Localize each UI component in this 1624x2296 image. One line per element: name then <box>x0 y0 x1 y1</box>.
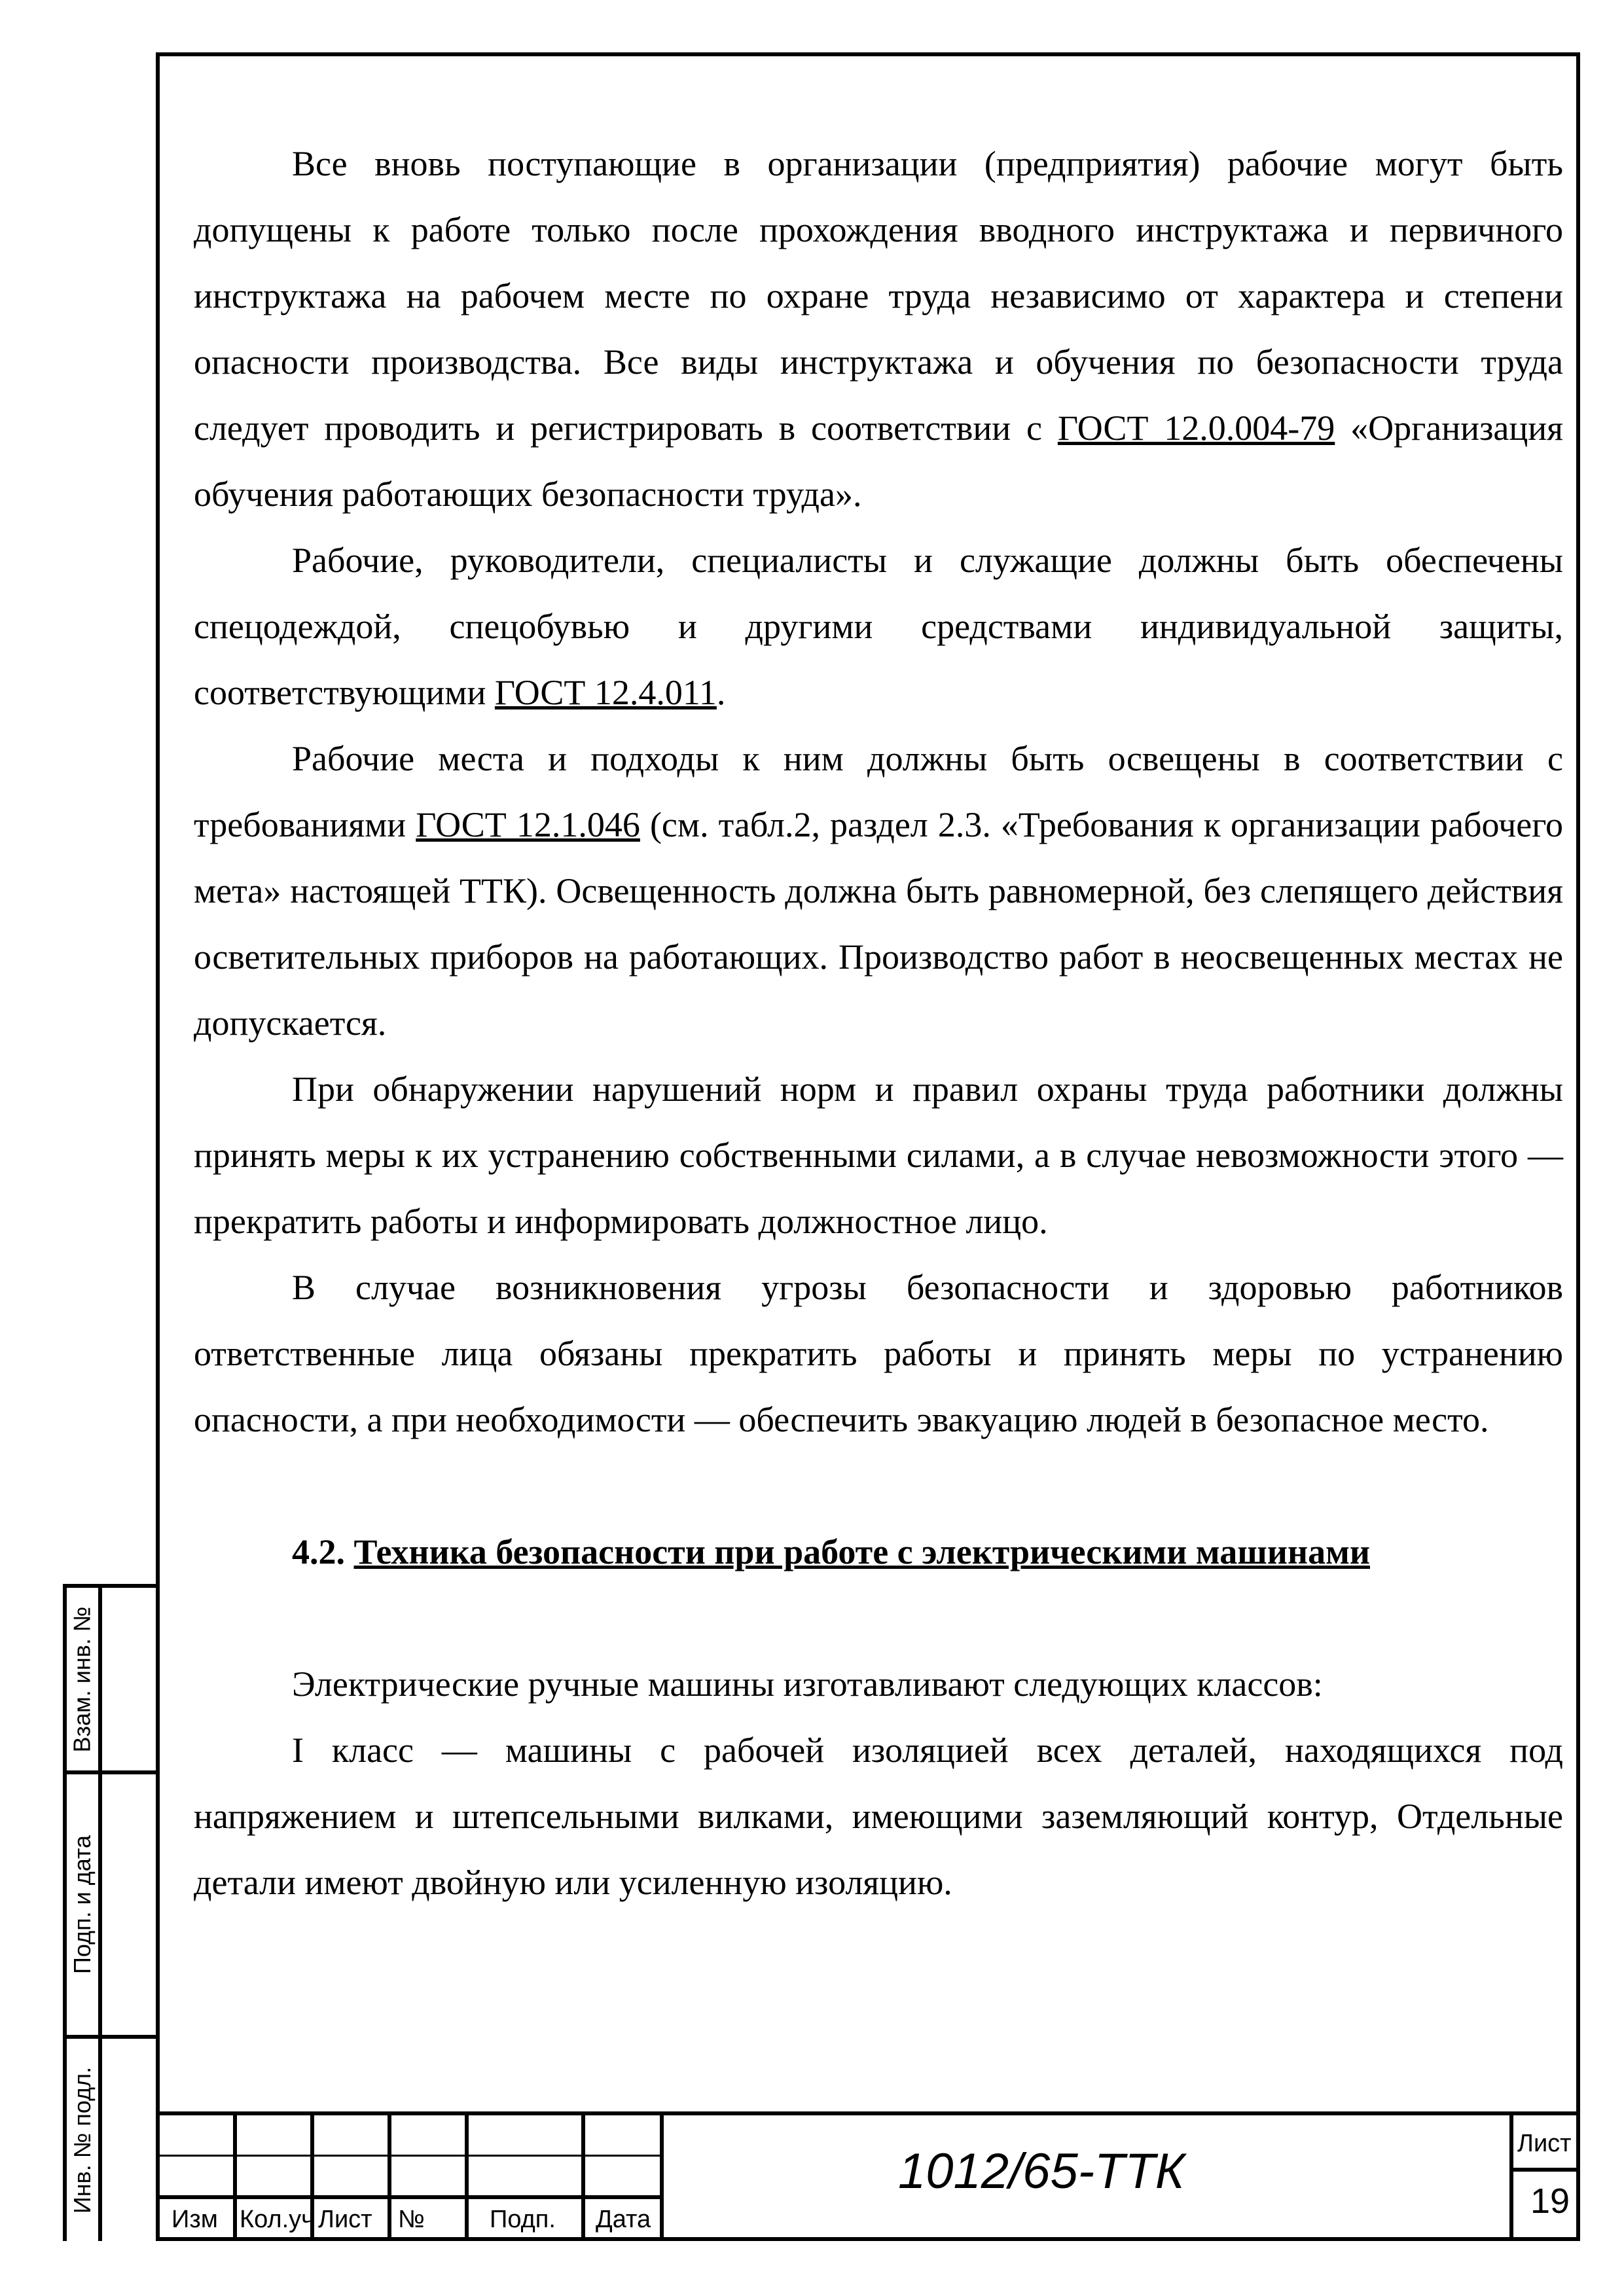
inv-podl-label: Инв. № подл. <box>69 2066 96 2214</box>
podp-data-label: Подп. и дата <box>69 1835 96 1975</box>
paragraph <box>194 1056 1563 1255</box>
vzam-inv-cell <box>67 1588 98 1770</box>
paragraph-text: Все вновь поступающие в организации (предприятия) рабочие могут быть допущены к работе только после прохождения вводного инструктажа и первичного инструктажа на рабочем месте по охране труда независимо от характера и степени опасности производства. Все виды инструктажа и обучения по безопасности труда следует проводить и регистрировать в соответствии с <box>194 144 1563 448</box>
gost-reference-link[interactable]: ГОСТ 12.4.011 <box>494 673 717 712</box>
document-code: 1012/65-ТТК <box>898 2144 1185 2199</box>
paragraphs-after <box>194 1651 1563 1916</box>
paragraph-text: . <box>716 673 726 712</box>
paragraph <box>194 1255 1563 1453</box>
document-body <box>194 131 1563 1916</box>
tb-col-podp: Подп. <box>490 2206 556 2233</box>
paragraph-text: Рабочие места и подходы к ним должны быть освещены в соответствии с требованиями <box>194 739 1563 844</box>
side-stamp-divider <box>98 1588 102 2241</box>
paragraph <box>194 1651 1563 1717</box>
sheet-label: Лист <box>1517 2130 1572 2157</box>
paragraph-text: Электрические ручные машины изготавливают следующих классов: <box>292 1664 1323 1704</box>
tb-row-rule <box>156 2155 664 2157</box>
sheet-number: 19 <box>1530 2181 1570 2221</box>
tb-col-rule <box>233 2115 237 2241</box>
section-heading <box>194 1519 1563 1585</box>
section-number: 4.2. <box>292 1532 345 1571</box>
side-stamp <box>63 1584 156 2241</box>
tb-col-rule <box>388 2115 391 2241</box>
paragraph <box>194 528 1563 726</box>
tb-col-rule <box>1509 2115 1513 2241</box>
paragraph <box>194 726 1563 1056</box>
vzam-inv-label: Взам. инв. № <box>69 1605 96 1753</box>
tb-col-izm: Изм <box>171 2206 218 2233</box>
paragraph-text: Рабочие, руководители, специалисты и служащие должны быть обеспечены спецодеждой, спецобувью и другими средствами индивидуальной защиты, соответствующими <box>194 541 1563 712</box>
title-block <box>156 2111 1580 2241</box>
gost-reference-link[interactable]: ГОСТ 12.0.004-79 <box>1057 408 1335 448</box>
tb-col-rule <box>660 2115 664 2241</box>
tb-col-data: Дата <box>596 2206 651 2233</box>
tb-col-nomer: № <box>398 2206 425 2233</box>
tb-col-rule <box>465 2115 469 2241</box>
paragraph <box>194 1717 1563 1916</box>
tb-col-kol-uch: Кол.уч <box>240 2206 314 2233</box>
paragraphs-before <box>194 131 1563 1453</box>
paragraph <box>194 131 1563 528</box>
paragraph-text: В случае возникновения угрозы безопасности и здоровью работников ответственные лица обязаны прекратить работы и принять меры по устранению опасности, а при необходимости — обеспечить эвакуацию людей в безопасное место. <box>194 1268 1563 1439</box>
inv-podl-cell <box>67 2039 98 2241</box>
tb-row-rule <box>156 2195 664 2199</box>
paragraph-text: I класс — машины с рабочей изоляцией всех деталей, находящихся под напряжением и штепсельными вилками, имеющими заземляющий контур, Отдельные детали имеют двойную или усиленную изоляцию. <box>194 1731 1563 1902</box>
gost-reference-link[interactable]: ГОСТ 12.1.046 <box>416 805 640 844</box>
section-title: Техника безопасности при работе с электрическими машинами <box>353 1532 1370 1571</box>
tb-col-rule <box>581 2115 585 2241</box>
tb-col-list: Лист <box>318 2206 372 2233</box>
podp-data-cell <box>67 1774 98 2035</box>
paragraph-text: При обнаружении нарушений норм и правил охраны труда работники должны принять меры к их устранению собственными силами, а в случае невозможности этого — прекратить работы и информировать должностное лицо. <box>194 1069 1563 1241</box>
tb-sheet-rule <box>1513 2168 1576 2172</box>
paragraph-text: «Организация обучения работающих безопасности труда». <box>194 408 1563 514</box>
paragraph-text: (см. табл.2, раздел 2.3. «Требования к организации рабочего мета» настоящей ТТК). Освещенность должна быть равномерной, без слепящего действия осветительных приборов на работающих. Производство работ в неосвещенных местах не допускается. <box>194 805 1564 1043</box>
